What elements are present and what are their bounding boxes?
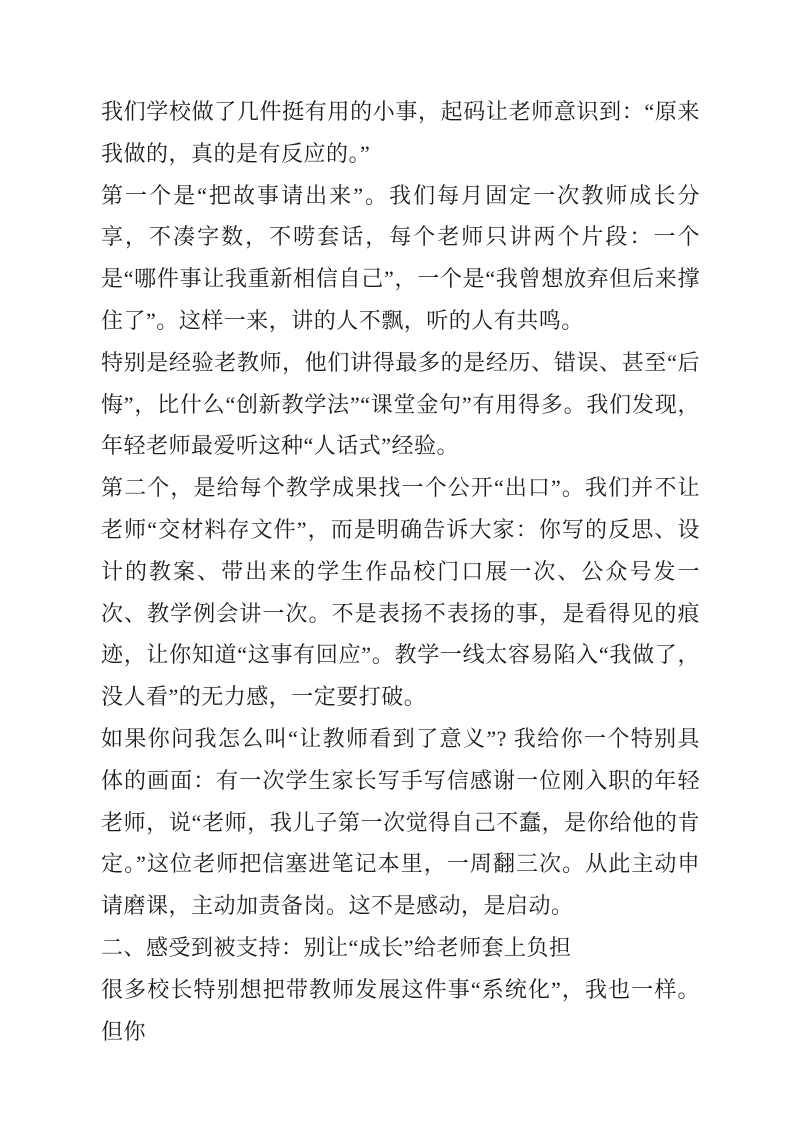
paragraph: 第二个，是给每个教学成果找一个公开“出口”。我们并不让老师“交材料存文件”，而是明确告诉大家：你写的反思、设计的教案、带出来的学生作品校门口展一次、公众号发一次、教学例会讲一次。不是表扬不表扬的事，是看得见的痕迹，让你知道“这事有回应”。教学一线太容易陷入“我做了，没人看”的无力感，一定要打破。 [101,475,700,710]
paragraph: 我们学校做了几件挺有用的小事，起码让老师意识到：“原来我做的，真的是有反应的。” [101,99,700,166]
section-heading: 二、感受到被支持：别让“成长”给老师套上负担 [101,934,572,960]
paragraph: 第一个是“把故事请出来”。我们每月固定一次教师成长分享，不凑字数，不唠套话，每个老师只讲两个片段：一个是“哪件事让我重新相信自己”，一个是“我曾想放弃但后来撑住了”。这样一来，讲的人不飘，听的人有共鸣。 [101,182,700,333]
paragraph: 特别是经验老教师，他们讲得最多的是经历、错误、甚至“后悔”，比什么“创新教学法”“课堂金句”有用得多。我们发现，年轻老师最爱听这种“人话式”经验。 [101,349,700,459]
paragraph: 很多校长特别想把带教师发展这件事“系统化”，我也一样。但你 [101,976,700,1044]
paragraph: 如果你问我怎么叫“让教师看到了意义”? 我给你一个特别具体的画面：有一次学生家长写手写信感谢一位刚入职的年轻老师，说“老师，我儿子第一次觉得自己不蠢，是你给他的肯定。”这位老师把信塞进笔记本里，一周翻三次。从此主动申请磨课，主动加责备岗。这不是感动，是启动。 [101,725,700,919]
text-block [101,91,700,1052]
